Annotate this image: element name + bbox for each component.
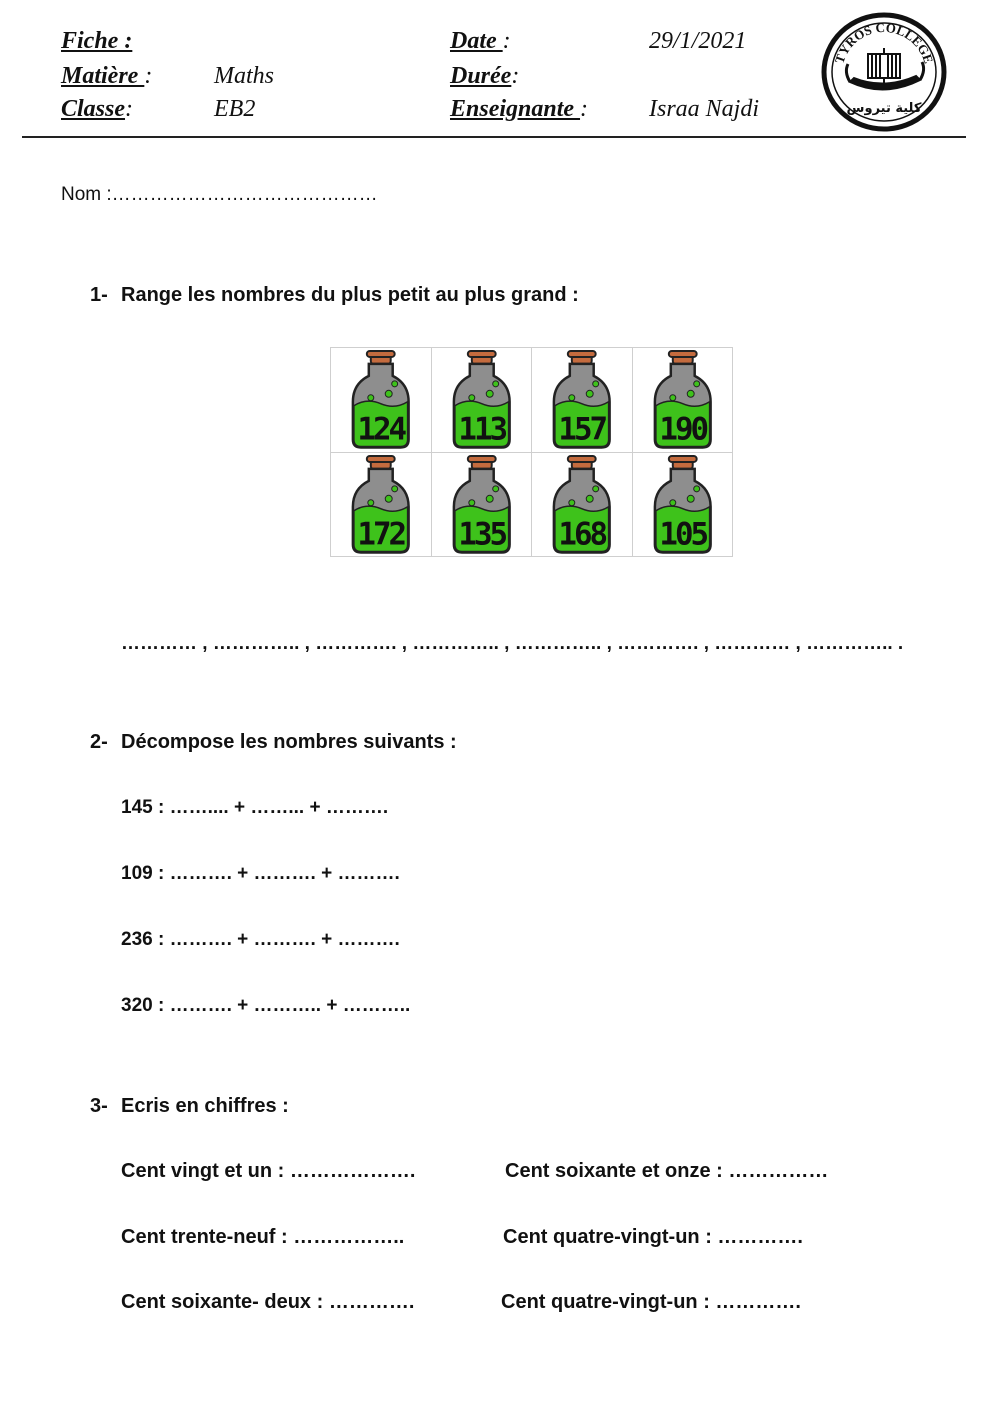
q2-title: 2- Décompose les nombres suivants : bbox=[90, 731, 457, 753]
duree-label: Durée bbox=[450, 63, 512, 89]
enseignante-value: Israa Najdi bbox=[649, 96, 760, 122]
bottle-number: 168 bbox=[558, 516, 606, 553]
decompose-row: 236 : ………. + ………. + ………. bbox=[121, 929, 400, 950]
ecris-item: Cent quatre-vingt-un : …………. bbox=[501, 1291, 801, 1313]
nom-field: Nom :…………………………………… bbox=[61, 184, 378, 205]
potion-bottle-icon bbox=[331, 348, 431, 452]
ecris-item: Cent vingt et un : ………………. bbox=[121, 1160, 416, 1182]
q1-answer-line: ………… , ………….. , …………. , ………….. , ………….. , …………. , ………… , ………….. . bbox=[121, 633, 904, 654]
q3-title: 3- Ecris en chiffres : bbox=[90, 1095, 289, 1117]
bottle-number: 105 bbox=[658, 516, 706, 553]
date-row: Date : bbox=[450, 28, 511, 54]
fiche-label: Fiche : bbox=[61, 28, 133, 54]
bottle-card bbox=[331, 453, 432, 558]
enseignante-row: Enseignante : bbox=[450, 96, 589, 122]
bottle-number: 124 bbox=[357, 411, 405, 448]
classe-value: EB2 bbox=[214, 96, 256, 122]
bottle-number: 135 bbox=[457, 516, 505, 553]
ecris-item: Cent soixante- deux : …………. bbox=[121, 1291, 415, 1313]
date-value: 29/1/2021 bbox=[649, 28, 747, 54]
classe-label: Classe bbox=[61, 96, 126, 122]
bottle-grid bbox=[330, 347, 733, 557]
potion-bottle-icon bbox=[432, 453, 532, 557]
ecris-item: Cent soixante et onze : …………… bbox=[505, 1160, 829, 1182]
duree-row: Durée: bbox=[450, 63, 520, 89]
logo-arabic-text: كلية تيروس bbox=[846, 101, 922, 116]
q1-title: 1- Range les nombres du plus petit au plus grand : bbox=[90, 284, 579, 306]
bottle-number: 113 bbox=[457, 411, 505, 448]
bottle-card bbox=[633, 348, 734, 453]
bottle-number: 190 bbox=[658, 411, 706, 448]
matiere-label: Matière bbox=[61, 63, 145, 89]
decompose-row: 109 : ………. + ………. + ………. bbox=[121, 863, 400, 884]
date-label: Date bbox=[450, 28, 503, 54]
potion-bottle-icon bbox=[532, 348, 632, 452]
enseignante-label: Enseignante bbox=[450, 96, 581, 122]
decompose-row: 320 : ………. + ……….. + ……….. bbox=[121, 995, 411, 1016]
header-divider bbox=[22, 136, 966, 138]
potion-bottle-icon bbox=[633, 348, 733, 452]
bottle-card bbox=[432, 348, 533, 453]
ecris-item: Cent quatre-vingt-un : …………. bbox=[503, 1226, 803, 1248]
potion-bottle-icon bbox=[331, 453, 431, 557]
potion-bottle-icon bbox=[432, 348, 532, 452]
potion-bottle-icon bbox=[532, 453, 632, 557]
bottle-card bbox=[532, 348, 633, 453]
matiere-value: Maths bbox=[214, 63, 274, 89]
school-logo bbox=[820, 12, 948, 132]
logo-top-text: TYROS COLLEGE bbox=[831, 19, 937, 66]
potion-bottle-icon bbox=[633, 453, 733, 557]
bottle-card bbox=[633, 453, 734, 558]
bottle-card bbox=[331, 348, 432, 453]
bottle-number: 157 bbox=[558, 411, 606, 448]
bottle-number: 172 bbox=[357, 516, 405, 553]
bottle-card bbox=[532, 453, 633, 558]
matiere-row: Matière : bbox=[61, 63, 153, 89]
bottle-card bbox=[432, 453, 533, 558]
classe-row: Classe: bbox=[61, 96, 134, 122]
ecris-item: Cent trente-neuf : …………….. bbox=[121, 1226, 405, 1248]
decompose-row: 145 : …….... + ……... + ………. bbox=[121, 797, 389, 818]
